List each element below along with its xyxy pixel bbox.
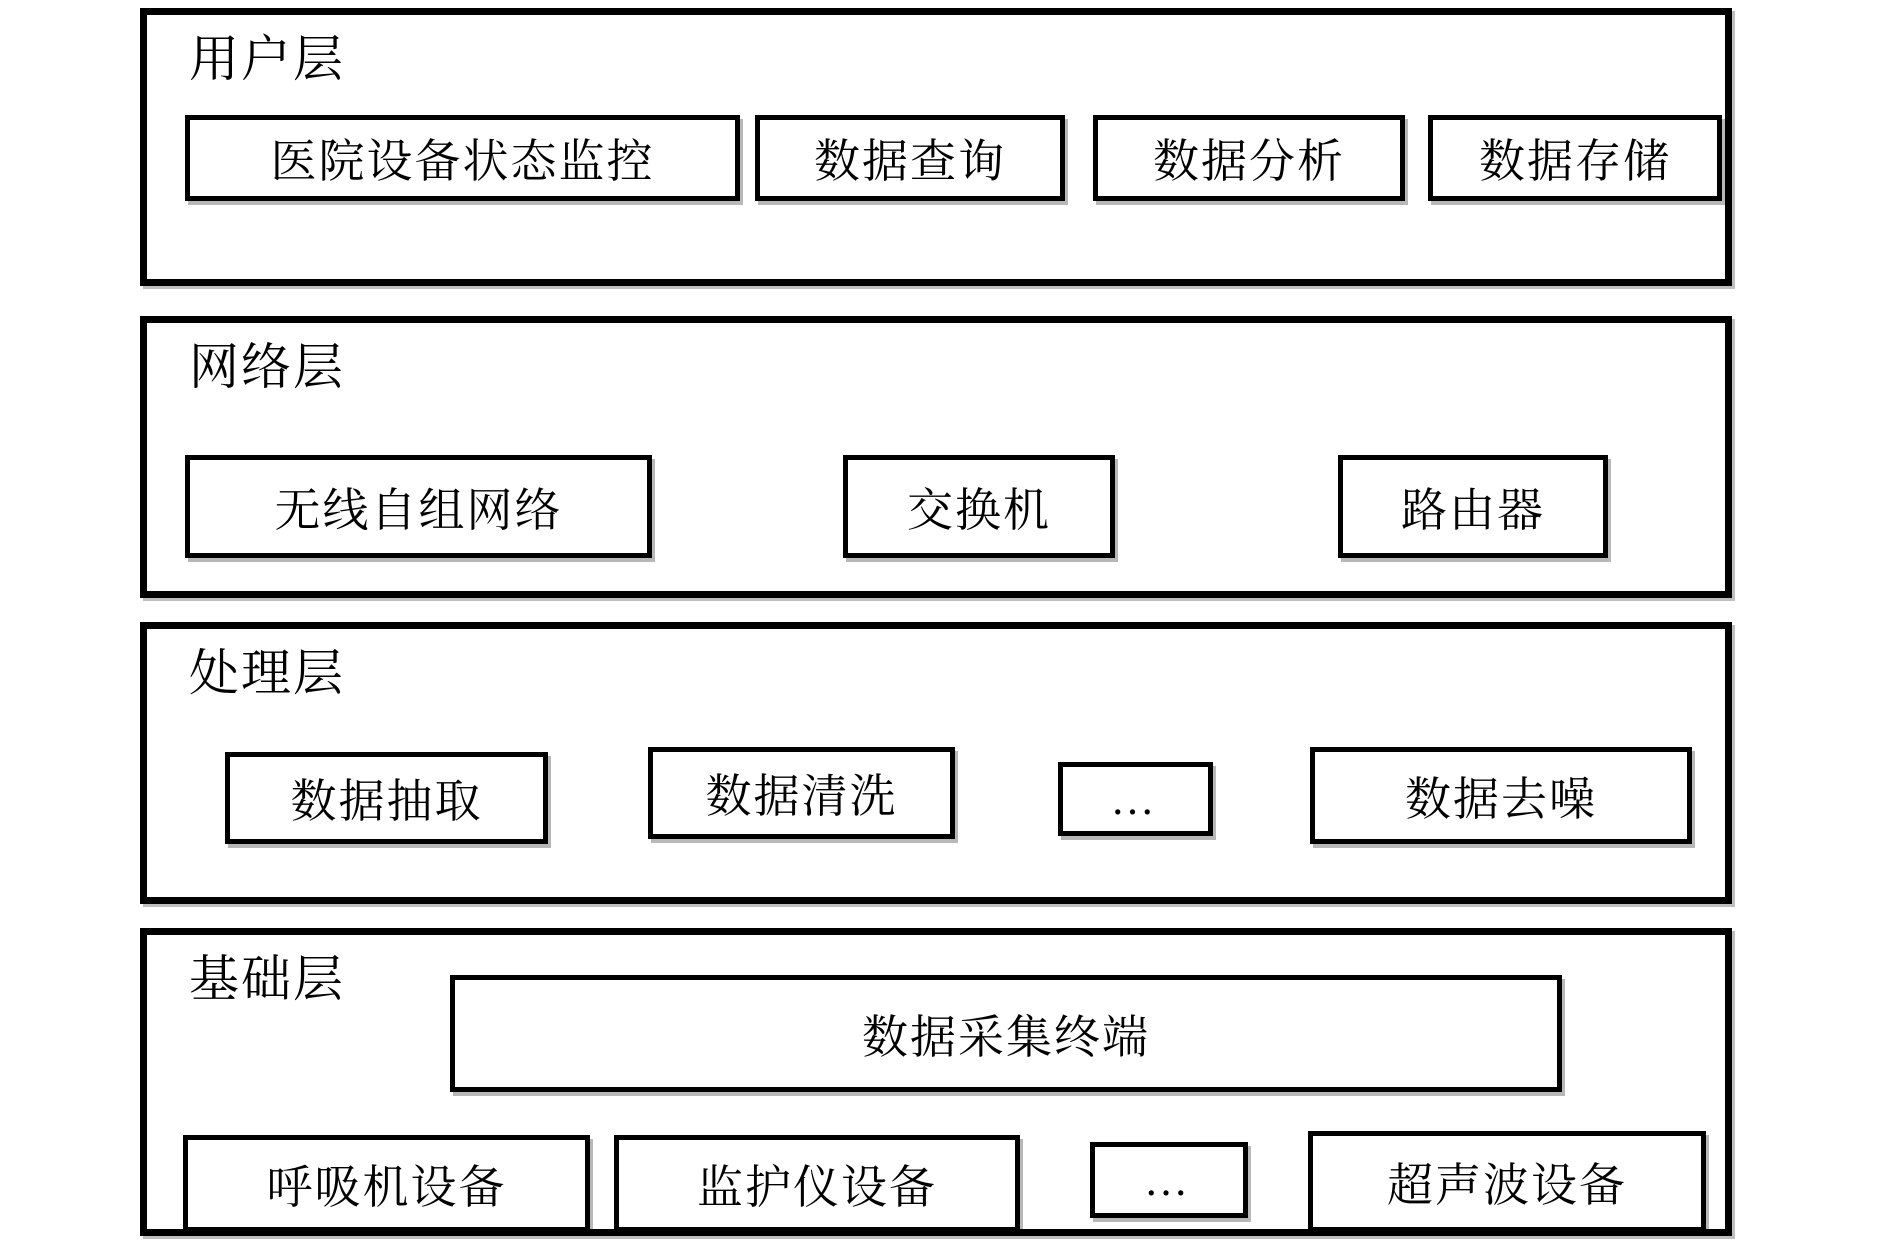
layer-base <box>140 928 1732 1236</box>
layer-processing-title: 处理层 <box>189 645 345 701</box>
layer-user <box>140 8 1732 286</box>
layer-network-title: 网络层 <box>189 339 345 395</box>
box-ellipsis-processing: … <box>1058 762 1213 836</box>
layer-user-title: 用户层 <box>189 31 345 87</box>
layer-processing <box>140 622 1732 904</box>
box-hospital-equipment-status-monitoring: 医院设备状态监控 <box>185 115 740 201</box>
box-router: 路由器 <box>1338 455 1608 558</box>
box-data-extraction: 数据抽取 <box>225 752 548 844</box>
box-wireless-adhoc-network: 无线自组网络 <box>185 455 652 558</box>
box-ventilator-equipment: 呼吸机设备 <box>183 1135 590 1232</box>
box-data-analysis: 数据分析 <box>1093 115 1405 201</box>
box-patient-monitor-equipment: 监护仪设备 <box>614 1135 1020 1232</box>
box-switch: 交换机 <box>843 455 1115 558</box>
box-ultrasound-equipment: 超声波设备 <box>1308 1131 1706 1232</box>
layer-base-title: 基础层 <box>189 951 345 1007</box>
box-data-collection-terminal: 数据采集终端 <box>450 975 1562 1092</box>
box-ellipsis-devices: … <box>1090 1142 1248 1218</box>
box-data-storage: 数据存储 <box>1428 115 1722 201</box>
box-data-denoising: 数据去噪 <box>1310 747 1692 844</box>
box-data-cleaning: 数据清洗 <box>648 747 955 839</box>
box-data-query: 数据查询 <box>755 115 1065 201</box>
layer-network <box>140 316 1732 598</box>
